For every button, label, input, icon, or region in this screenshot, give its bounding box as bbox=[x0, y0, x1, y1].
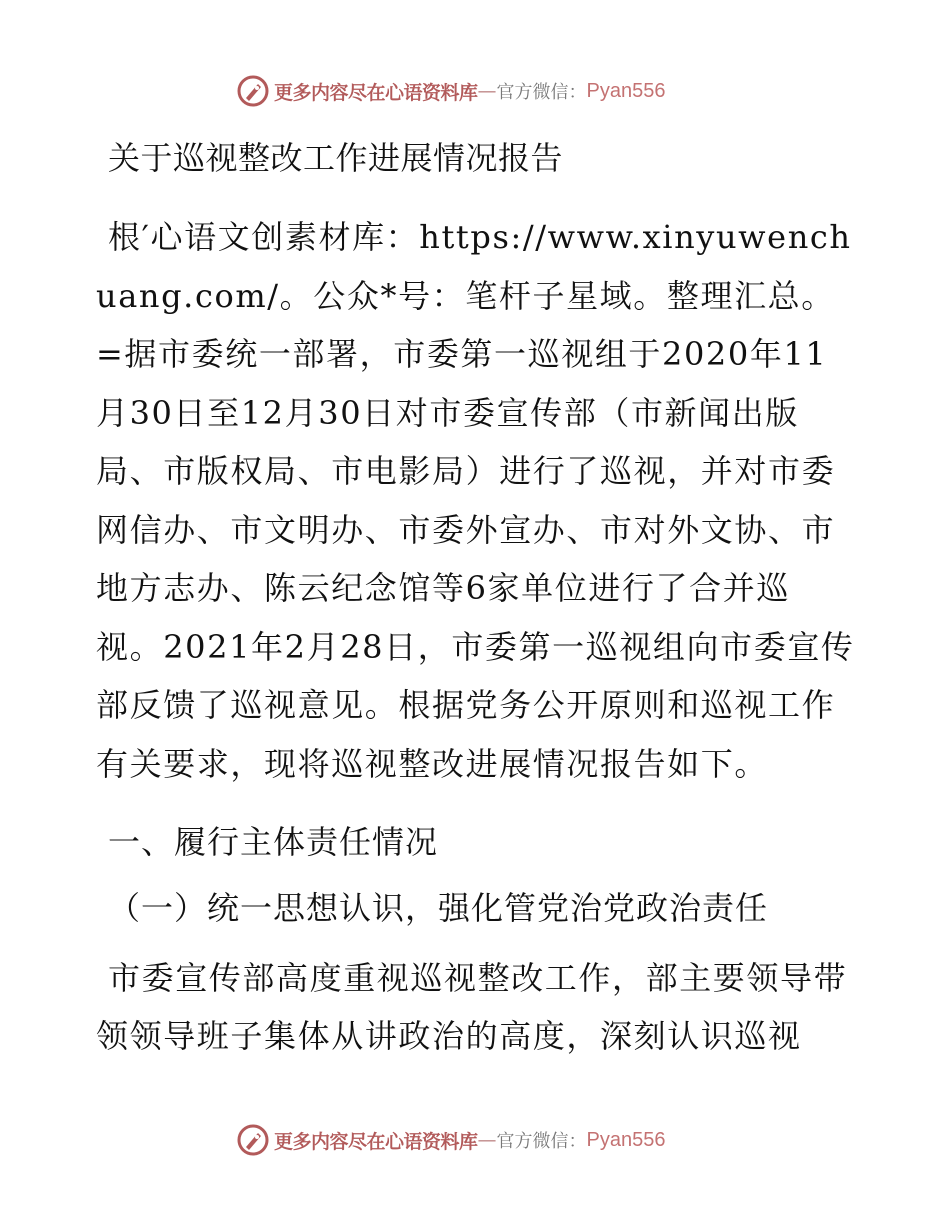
pen-nib-logo-icon bbox=[236, 1123, 270, 1157]
document-body bbox=[96, 118, 856, 1065]
pen-nib-logo-icon bbox=[236, 74, 270, 108]
watermark-dash: — bbox=[477, 80, 497, 102]
watermark-wechat-label: 官方微信： bbox=[496, 82, 587, 103]
watermark-wechat-label: 官方微信： bbox=[496, 1131, 587, 1152]
intro-paragraph: 根′心语文创素材库：https://www.xinyuwenchuang.com/。公众*号：笔杆子星域。整理汇总。=据市委统一部署，市委第一巡视组于2020年11月30日至12月30日对市委宣传部（市新闻出版局、市版权局、市电影局）进行了巡视，并对市委网信办、市文明办、市委外宣办、市对外文协、市地方志办、陈云纪念馆等6家单位进行了合并巡视。2021年2月28日，市委第一巡视组向市委宣传部反馈了巡视意见。根据党务公开原则和巡视工作有关要求，现将巡视整改进展情况报告如下。 bbox=[96, 218, 855, 783]
section-heading: 一、履行主体责任情况 bbox=[108, 823, 439, 861]
section-subheading: （一）统一思想认识，强化管党治党政治责任 bbox=[108, 889, 769, 927]
section-paragraph: 市委宣传部高度重视巡视整改工作，部主要领导带领领导班子集体从讲政治的高度，深刻认识巡视 bbox=[96, 959, 848, 1055]
watermark-dash: — bbox=[477, 1129, 497, 1151]
watermark-banner-bottom bbox=[236, 1122, 716, 1158]
watermark-wechat-id: Pyan556 bbox=[586, 79, 666, 102]
watermark-text: 更多内容尽在心语资料库 bbox=[274, 81, 478, 104]
watermark-banner-top bbox=[236, 73, 716, 109]
document-title: 关于巡视整改工作进展情况报告 bbox=[108, 139, 564, 177]
watermark-text: 更多内容尽在心语资料库 bbox=[274, 1130, 478, 1153]
watermark-wechat-id: Pyan556 bbox=[586, 1128, 666, 1151]
